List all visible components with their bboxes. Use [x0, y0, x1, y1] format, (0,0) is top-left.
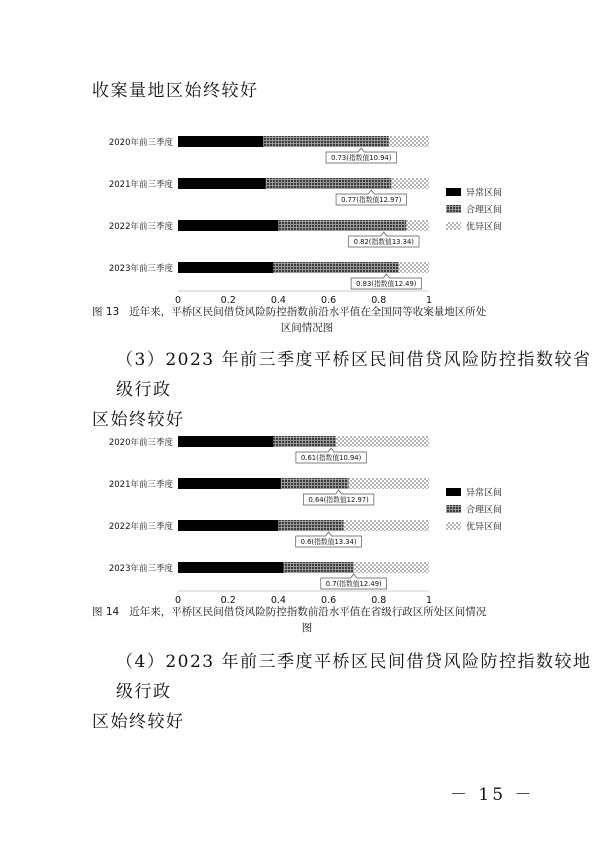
caption-figure-14 [92, 604, 522, 636]
x-tick-label: 1 [425, 295, 433, 306]
caption-figure-13 [92, 304, 522, 336]
category-label: 2021年前三季度 [108, 180, 173, 190]
legend-label: 合理区间 [466, 505, 503, 516]
legend-swatch-excellent [446, 522, 461, 530]
x-tick-label: 0.8 [371, 595, 387, 606]
category-label: 2021年前三季度 [108, 480, 173, 490]
bar-segment-abnormal [178, 478, 281, 489]
annotation-label: 0.61(指数值10.94) [300, 454, 362, 463]
bar-segment-abnormal [178, 562, 283, 573]
legend-swatch-abnormal [446, 488, 461, 496]
chart-figure-14 [90, 420, 550, 606]
bar-segment-reasonable [283, 562, 353, 573]
paragraph-section-4-line1: （4）2023 年前三季度平桥区民间借贷风险防控指数较地级行政 [116, 652, 592, 702]
bar-segment-excellent [399, 262, 429, 273]
bar-segment-reasonable [281, 478, 349, 489]
legend-label: 优异区间 [466, 222, 503, 233]
category-label: 2020年前三季度 [108, 138, 173, 148]
category-label: 2022年前三季度 [108, 222, 173, 232]
bar-segment-abnormal [178, 136, 263, 147]
bar-segment-excellent [389, 136, 429, 147]
paragraph-section-4-line2: 区始终较好 [92, 712, 185, 732]
paragraph-section-3-line1: （3）2023 年前三季度平桥区民间借贷风险防控指数较省级行政 [116, 350, 592, 400]
legend-swatch-excellent [446, 222, 461, 230]
caption-figure-13-number: 图 13 [92, 306, 120, 318]
caption-figure-14-line1: 近年来，平桥区民间借贷风险防控指数前沿水平值在省级行政区所处区间情况 [129, 606, 487, 618]
bar-segment-excellent [349, 478, 429, 489]
x-tick-label: 0.6 [321, 595, 337, 606]
bar-segment-reasonable [278, 520, 343, 531]
caption-figure-13-line1: 近年来，平桥区民间借贷风险防控指数前沿水平值在全国同等收案量地区所处 [129, 306, 487, 318]
category-label: 2023年前三季度 [108, 564, 173, 574]
legend-swatch-abnormal [446, 188, 461, 196]
caption-figure-14-number: 图 14 [92, 606, 120, 618]
caption-figure-14-line2: 图 [301, 622, 313, 634]
paragraph-intro-text: 收案量地区始终较好 [92, 81, 259, 101]
annotation-label: 0.83(指数值12.49) [356, 280, 417, 289]
annotation-label: 0.73(指数值10.94) [331, 154, 392, 163]
bar-segment-excellent [406, 220, 429, 231]
bar-segment-abnormal [178, 262, 273, 273]
bar-segment-abnormal [178, 178, 266, 189]
chart-figure-13 [90, 120, 550, 306]
legend-swatch-reasonable [446, 505, 461, 513]
bar-segment-reasonable [273, 436, 336, 447]
category-label: 2022年前三季度 [108, 522, 173, 532]
x-tick-label: 0.2 [220, 595, 236, 606]
category-label: 2020年前三季度 [108, 438, 173, 448]
caption-figure-13-line2: 区间情况图 [280, 322, 334, 334]
legend-label: 异常区间 [466, 188, 503, 199]
x-tick-label: 1 [425, 595, 433, 606]
bar-segment-excellent [344, 520, 429, 531]
x-tick-label: 0.4 [270, 595, 286, 606]
legend-swatch-reasonable [446, 205, 461, 213]
bar-segment-excellent [354, 562, 429, 573]
bar-segment-abnormal [178, 520, 278, 531]
annotation-label: 0.6(指数值13.34) [300, 538, 357, 547]
bar-segment-reasonable [266, 178, 392, 189]
category-label: 2023年前三季度 [108, 264, 173, 274]
x-tick-label: 0 [174, 295, 182, 306]
paragraph-section-3-line2: 区始终较好 [92, 410, 185, 430]
bar-segment-reasonable [273, 262, 399, 273]
annotation-label: 0.64(指数值12.97) [308, 496, 369, 505]
legend-label: 合理区间 [466, 205, 503, 216]
legend-label: 异常区间 [466, 488, 503, 499]
bar-segment-reasonable [263, 136, 389, 147]
x-tick-label: 0.2 [220, 295, 236, 306]
bar-segment-reasonable [278, 220, 406, 231]
legend-label: 优异区间 [466, 522, 503, 533]
x-tick-label: 0.4 [270, 295, 286, 306]
paragraph-intro [92, 76, 259, 106]
bar-segment-excellent [336, 436, 429, 447]
x-tick-label: 0.8 [371, 295, 387, 306]
page-number: － 15 － [450, 785, 535, 805]
annotation-label: 0.77(指数值12.97) [341, 196, 402, 205]
paragraph-section-4 [92, 647, 600, 737]
bar-segment-excellent [391, 178, 429, 189]
bar-segment-abnormal [178, 220, 278, 231]
annotation-label: 0.82(指数值13.34) [353, 238, 414, 247]
annotation-label: 0.7(指数值12.49) [325, 580, 382, 589]
x-tick-label: 0 [174, 595, 182, 606]
x-tick-label: 0.6 [321, 295, 337, 306]
bar-segment-abnormal [178, 436, 273, 447]
